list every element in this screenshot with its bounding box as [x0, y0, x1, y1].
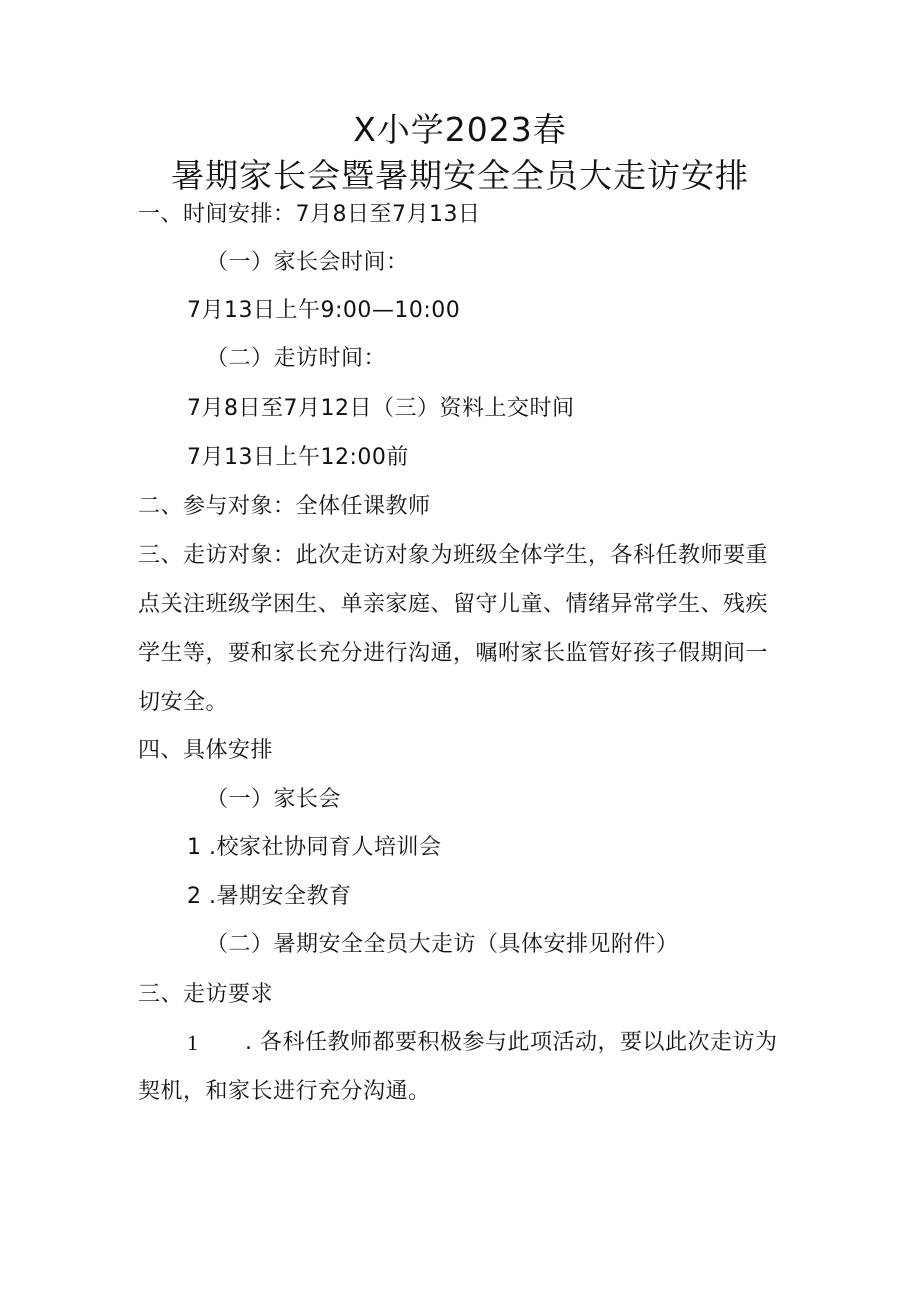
section-1-subheading-1: （一）家长会时间： [206, 250, 409, 275]
section-4-subheading-1: （一）家长会 [206, 787, 342, 812]
requirement-item-number: 1 [187, 1030, 198, 1055]
section-1-heading: 一、时间安排：7月8日至7月13日 [138, 202, 481, 227]
section-3-paragraph-line-4: 切安全。 [138, 690, 229, 715]
section-3-paragraph-line-2: 点关注班级学困生、单亲家庭、留守儿童、情绪异常学生、残疾 [138, 592, 769, 617]
document-title-line2: 暑期家长会暨暑期安全全员大走访安排 [171, 156, 749, 195]
section-5-heading: 三、走访要求 [138, 982, 274, 1007]
submission-time: 7月13日上午12:00前 [187, 445, 409, 470]
section-3-paragraph-line-3: 学生等，要和家长充分进行沟通，嘱咐家长监管好孩子假期间一 [138, 641, 769, 666]
section-3-paragraph-line-1: 三、走访对象：此次走访对象为班级全体学生，各科任教师要重 [138, 543, 769, 568]
visit-time: 7月8日至7月12日（三）资料上交时间 [187, 396, 575, 421]
section-4-item-2: 2 .暑期安全教育 [187, 884, 352, 909]
section-4-subheading-2: （二）暑期安全全员大走访（具体安排见附件） [206, 932, 679, 957]
section-4-heading: 四、具体安排 [138, 738, 274, 763]
section-2-heading: 二、参与对象：全体任课教师 [138, 494, 431, 519]
parent-meeting-time: 7月13日上午9:00—10:00 [187, 298, 461, 323]
requirement-item-line-1: . 各科任教师都要积极参与此项活动，要以此次走访为 [245, 1030, 778, 1055]
section-1-subheading-2: （二）走访时间： [206, 346, 387, 371]
requirement-item-line-2: 契机，和家长进行充分沟通。 [138, 1079, 431, 1104]
section-4-item-1: 1 .校家社协同育人培训会 [187, 835, 442, 860]
document-title-line1: X小学2023春 [353, 110, 567, 149]
